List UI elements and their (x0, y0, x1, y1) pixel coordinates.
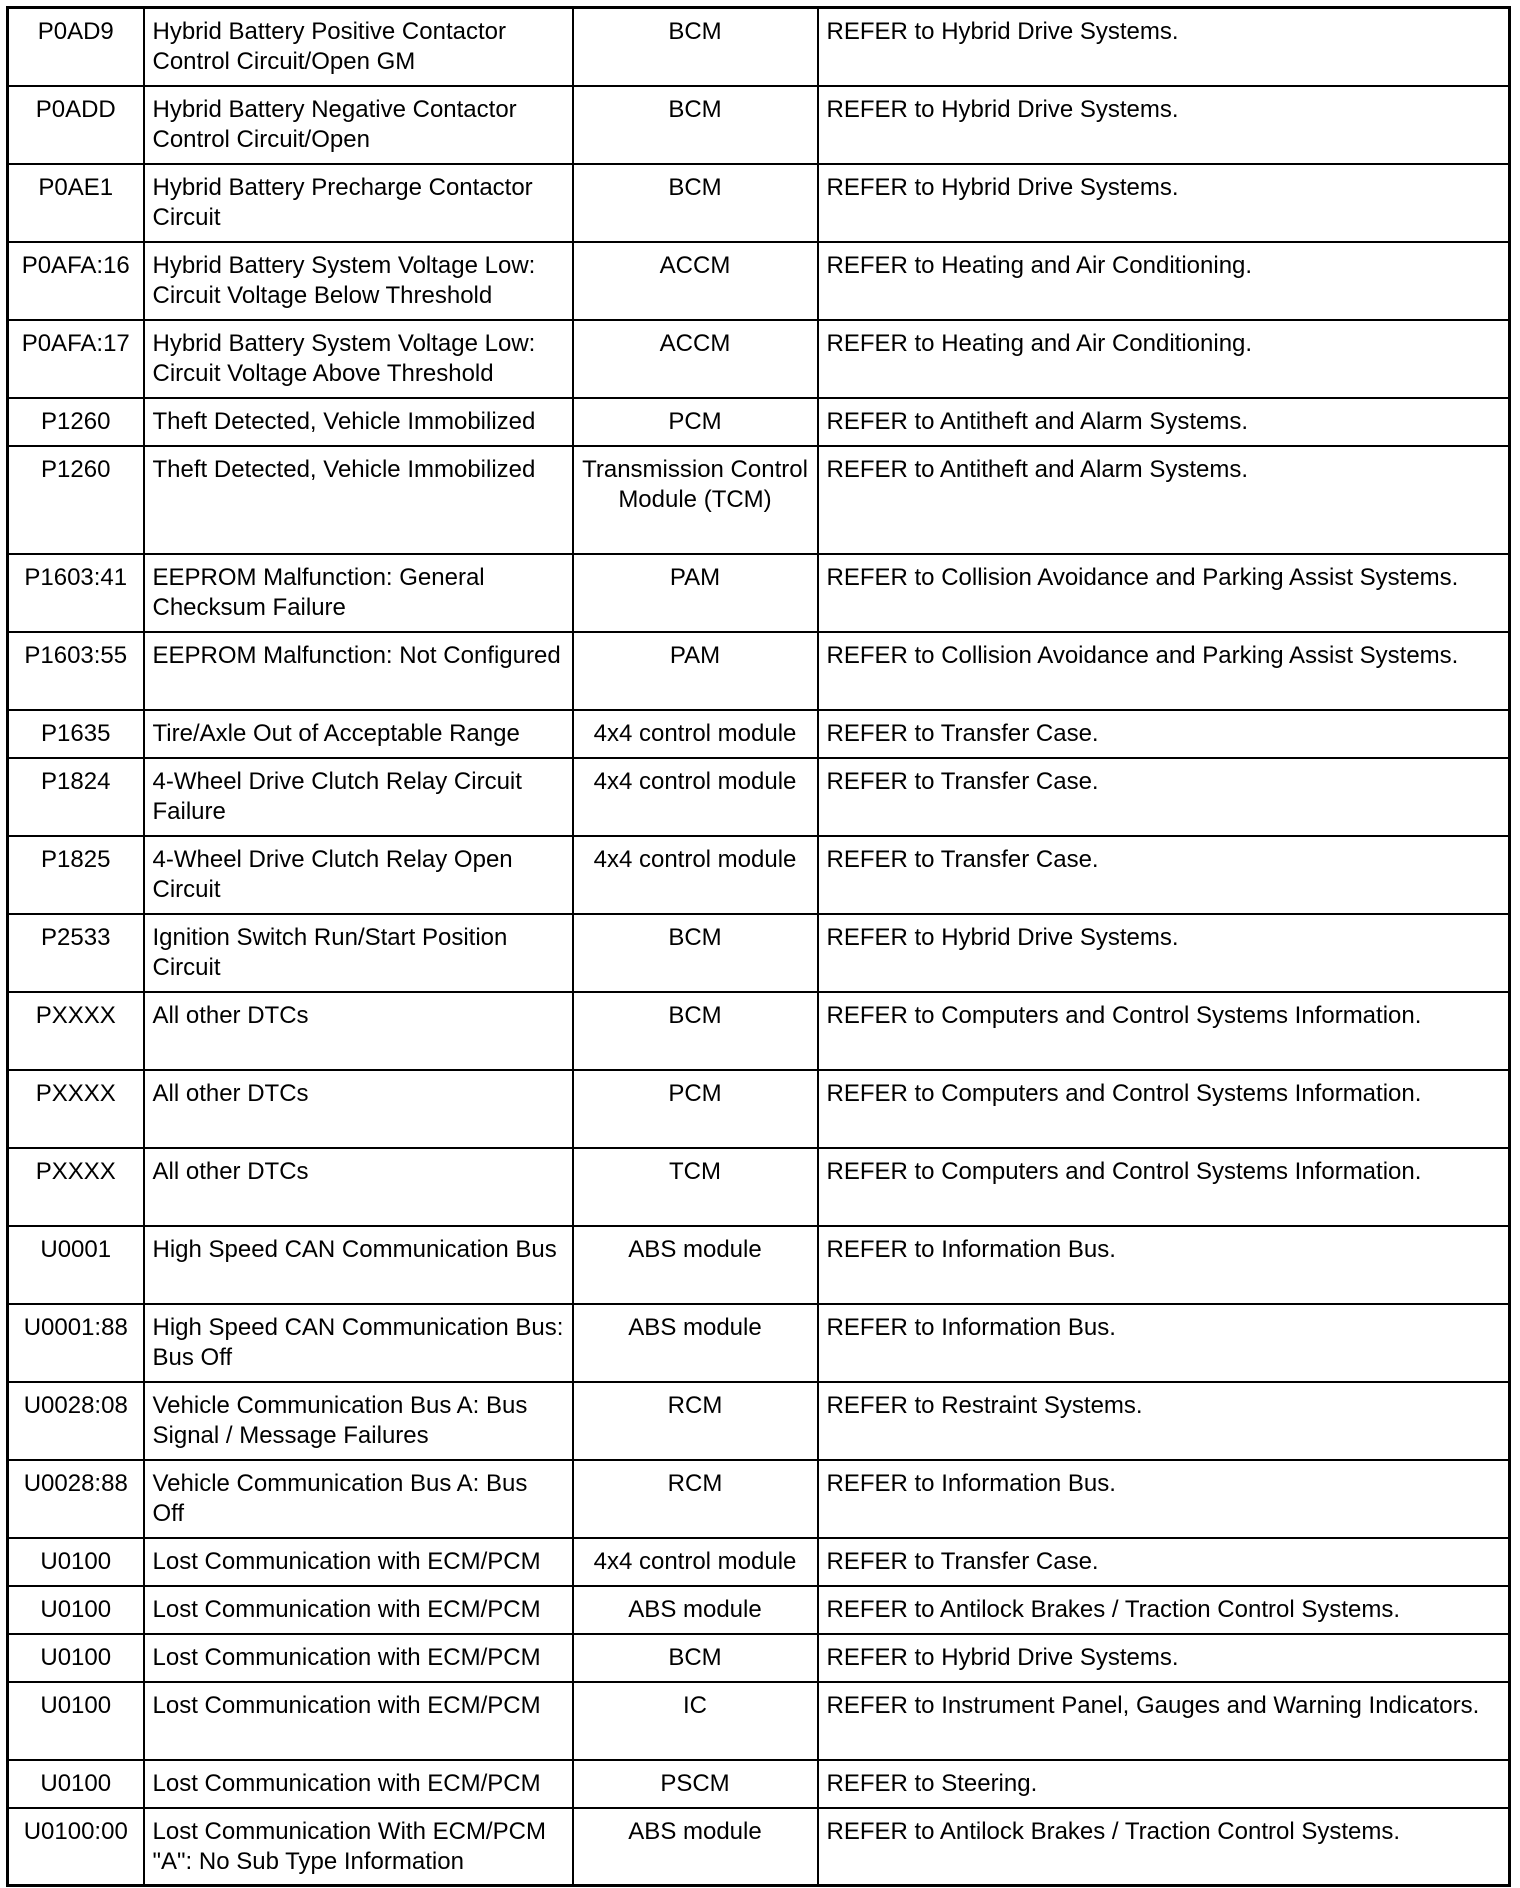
table-row (8, 398, 1510, 446)
table-row (8, 1682, 1510, 1760)
dtc-code-cell: PXXXX (8, 1148, 144, 1226)
dtc-code-cell: U0100 (8, 1586, 144, 1634)
action-cell: REFER to Antilock Brakes / Traction Control Systems. (818, 1586, 1510, 1634)
table-row (8, 1634, 1510, 1682)
action-cell: REFER to Hybrid Drive Systems. (818, 164, 1510, 242)
dtc-description-cell: High Speed CAN Communication Bus: Bus Off (144, 1304, 573, 1382)
action-cell: REFER to Information Bus. (818, 1226, 1510, 1304)
action-cell: REFER to Transfer Case. (818, 1538, 1510, 1586)
dtc-description-cell: EEPROM Malfunction: General Checksum Failure (144, 554, 573, 632)
dtc-description-cell: All other DTCs (144, 1070, 573, 1148)
module-cell: BCM (573, 1634, 818, 1682)
action-cell: REFER to Transfer Case. (818, 836, 1510, 914)
dtc-description-cell: EEPROM Malfunction: Not Configured (144, 632, 573, 710)
dtc-code-cell: P1635 (8, 710, 144, 758)
dtc-description-cell: Lost Communication with ECM/PCM (144, 1760, 573, 1808)
module-cell: BCM (573, 8, 818, 86)
dtc-description-cell: 4-Wheel Drive Clutch Relay Circuit Failure (144, 758, 573, 836)
dtc-description-cell: Theft Detected, Vehicle Immobilized (144, 398, 573, 446)
action-cell: REFER to Information Bus. (818, 1460, 1510, 1538)
action-cell: REFER to Hybrid Drive Systems. (818, 86, 1510, 164)
dtc-description-cell: Lost Communication with ECM/PCM (144, 1538, 573, 1586)
action-cell: REFER to Heating and Air Conditioning. (818, 320, 1510, 398)
action-cell: REFER to Transfer Case. (818, 758, 1510, 836)
dtc-description-cell: Ignition Switch Run/Start Position Circuit (144, 914, 573, 992)
dtc-code-cell: P0ADD (8, 86, 144, 164)
table-row (8, 1760, 1510, 1808)
dtc-code-cell: U0100 (8, 1538, 144, 1586)
dtc-code-cell: U0100 (8, 1634, 144, 1682)
module-cell: PCM (573, 1070, 818, 1148)
table-row (8, 554, 1510, 632)
dtc-code-cell: P0AFA:17 (8, 320, 144, 398)
action-cell: REFER to Computers and Control Systems Information. (818, 992, 1510, 1070)
dtc-description-cell: Vehicle Communication Bus A: Bus Signal / Message Failures (144, 1382, 573, 1460)
table-row (8, 1538, 1510, 1586)
table-row (8, 320, 1510, 398)
dtc-code-cell: U0001:88 (8, 1304, 144, 1382)
dtc-code-cell: P1260 (8, 446, 144, 554)
table-row (8, 1148, 1510, 1226)
action-cell: REFER to Heating and Air Conditioning. (818, 242, 1510, 320)
dtc-code-cell: P1825 (8, 836, 144, 914)
module-cell: ACCM (573, 242, 818, 320)
table-row (8, 164, 1510, 242)
module-cell: BCM (573, 86, 818, 164)
dtc-table (6, 6, 1511, 1887)
table-row (8, 1808, 1510, 1886)
dtc-description-cell: Lost Communication With ECM/PCM "A": No Sub Type Information (144, 1808, 573, 1886)
dtc-description-cell: Hybrid Battery System Voltage Low: Circuit Voltage Above Threshold (144, 320, 573, 398)
dtc-description-cell: Tire/Axle Out of Acceptable Range (144, 710, 573, 758)
action-cell: REFER to Steering. (818, 1760, 1510, 1808)
module-cell: ABS module (573, 1226, 818, 1304)
dtc-code-cell: P0AD9 (8, 8, 144, 86)
table-row (8, 632, 1510, 710)
table-row (8, 1460, 1510, 1538)
dtc-code-cell: U0100 (8, 1760, 144, 1808)
dtc-code-cell: U0028:08 (8, 1382, 144, 1460)
dtc-code-cell: P1603:41 (8, 554, 144, 632)
module-cell: 4x4 control module (573, 710, 818, 758)
module-cell: 4x4 control module (573, 1538, 818, 1586)
dtc-description-cell: High Speed CAN Communication Bus (144, 1226, 573, 1304)
table-row (8, 914, 1510, 992)
module-cell: BCM (573, 914, 818, 992)
action-cell: REFER to Computers and Control Systems Information. (818, 1070, 1510, 1148)
module-cell: BCM (573, 992, 818, 1070)
table-row (8, 836, 1510, 914)
dtc-description-cell: 4-Wheel Drive Clutch Relay Open Circuit (144, 836, 573, 914)
dtc-description-cell: Lost Communication with ECM/PCM (144, 1586, 573, 1634)
dtc-code-cell: P2533 (8, 914, 144, 992)
table-row (8, 1070, 1510, 1148)
module-cell: ACCM (573, 320, 818, 398)
action-cell: REFER to Collision Avoidance and Parking Assist Systems. (818, 554, 1510, 632)
module-cell: RCM (573, 1460, 818, 1538)
module-cell: PSCM (573, 1760, 818, 1808)
module-cell: ABS module (573, 1808, 818, 1886)
dtc-description-cell: Theft Detected, Vehicle Immobilized (144, 446, 573, 554)
module-cell: TCM (573, 1148, 818, 1226)
action-cell: REFER to Instrument Panel, Gauges and Warning Indicators. (818, 1682, 1510, 1760)
table-row (8, 1226, 1510, 1304)
module-cell: RCM (573, 1382, 818, 1460)
dtc-description-cell: Hybrid Battery Positive Contactor Control Circuit/Open GM (144, 8, 573, 86)
module-cell: ABS module (573, 1586, 818, 1634)
module-cell: BCM (573, 164, 818, 242)
dtc-table-body (8, 8, 1510, 1886)
dtc-code-cell: P0AFA:16 (8, 242, 144, 320)
dtc-description-cell: Hybrid Battery Negative Contactor Control Circuit/Open (144, 86, 573, 164)
dtc-code-cell: U0028:88 (8, 1460, 144, 1538)
action-cell: REFER to Antitheft and Alarm Systems. (818, 446, 1510, 554)
module-cell: Transmission Control Module (TCM) (573, 446, 818, 554)
module-cell: PAM (573, 554, 818, 632)
dtc-code-cell: P0AE1 (8, 164, 144, 242)
module-cell: IC (573, 1682, 818, 1760)
action-cell: REFER to Hybrid Drive Systems. (818, 8, 1510, 86)
module-cell: 4x4 control module (573, 758, 818, 836)
dtc-description-cell: All other DTCs (144, 1148, 573, 1226)
dtc-code-cell: U0001 (8, 1226, 144, 1304)
dtc-description-cell: All other DTCs (144, 992, 573, 1070)
module-cell: PCM (573, 398, 818, 446)
dtc-code-cell: PXXXX (8, 1070, 144, 1148)
dtc-code-cell: P1260 (8, 398, 144, 446)
table-row (8, 758, 1510, 836)
table-row (8, 8, 1510, 86)
dtc-code-cell: P1603:55 (8, 632, 144, 710)
action-cell: REFER to Computers and Control Systems Information. (818, 1148, 1510, 1226)
dtc-description-cell: Lost Communication with ECM/PCM (144, 1634, 573, 1682)
dtc-description-cell: Vehicle Communication Bus A: Bus Off (144, 1460, 573, 1538)
table-row (8, 992, 1510, 1070)
dtc-description-cell: Lost Communication with ECM/PCM (144, 1682, 573, 1760)
table-row (8, 446, 1510, 554)
action-cell: REFER to Antilock Brakes / Traction Control Systems. (818, 1808, 1510, 1886)
module-cell: ABS module (573, 1304, 818, 1382)
action-cell: REFER to Restraint Systems. (818, 1382, 1510, 1460)
table-row (8, 1586, 1510, 1634)
table-row (8, 710, 1510, 758)
dtc-description-cell: Hybrid Battery Precharge Contactor Circuit (144, 164, 573, 242)
action-cell: REFER to Hybrid Drive Systems. (818, 1634, 1510, 1682)
module-cell: 4x4 control module (573, 836, 818, 914)
action-cell: REFER to Transfer Case. (818, 710, 1510, 758)
dtc-description-cell: Hybrid Battery System Voltage Low: Circuit Voltage Below Threshold (144, 242, 573, 320)
table-row (8, 1304, 1510, 1382)
action-cell: REFER to Information Bus. (818, 1304, 1510, 1382)
table-row (8, 1382, 1510, 1460)
table-row (8, 86, 1510, 164)
table-row (8, 242, 1510, 320)
dtc-code-cell: U0100:00 (8, 1808, 144, 1886)
dtc-code-cell: PXXXX (8, 992, 144, 1070)
dtc-code-cell: U0100 (8, 1682, 144, 1760)
action-cell: REFER to Collision Avoidance and Parking Assist Systems. (818, 632, 1510, 710)
dtc-code-cell: P1824 (8, 758, 144, 836)
module-cell: PAM (573, 632, 818, 710)
action-cell: REFER to Hybrid Drive Systems. (818, 914, 1510, 992)
action-cell: REFER to Antitheft and Alarm Systems. (818, 398, 1510, 446)
